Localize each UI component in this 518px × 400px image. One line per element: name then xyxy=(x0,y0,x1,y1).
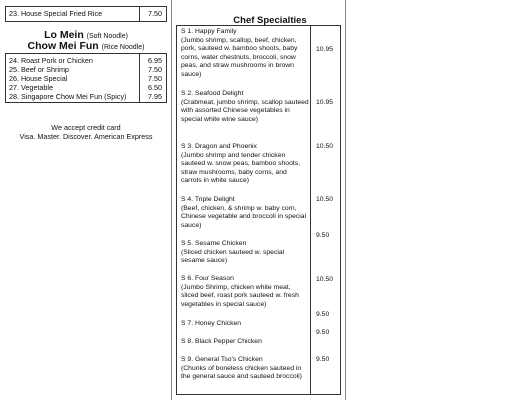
fried-rice-price: 7.50 xyxy=(148,9,162,18)
fried-rice-box xyxy=(5,6,167,22)
dish-s5-price: 9.50 xyxy=(316,232,330,239)
list-item: 28. Singapore Chow Mei Fun (Spicy) 7.95 xyxy=(9,92,162,101)
lo-mein-heading: Lo Mein (Soft Noodle) xyxy=(44,29,128,41)
dish-s6-price: 10.50 xyxy=(316,276,334,283)
list-item: 25. Beef or Shrimp 7.50 xyxy=(9,65,162,74)
list-item: 26. House Special 7.50 xyxy=(9,74,162,83)
chef-specialties-title: Chef Specialties xyxy=(233,15,307,26)
dish-s8: S 8. Black Pepper Chicken xyxy=(181,338,262,345)
chow-mei-fun-heading: Chow Mei Fun (Rice Noodle) xyxy=(27,40,145,52)
dish-s1: S 1. Happy Family (Jumbo shrimp, scallop, beef, chicken, pork, sauteed w. bamboo shoots, baby corns, water chestnuts, broccoli, snow peas, and straw mushrooms in brown sauce) xyxy=(181,28,298,78)
price-divider xyxy=(310,26,311,394)
dish-s4: S 4. Triple Delight (Beef, chicken, & shrimp w. baby corn, Chinese vegetable and broccoli in special sauce) xyxy=(181,196,307,229)
list-item: 27. Vegetable 6.50 xyxy=(9,83,162,92)
dish-s3-price: 10.50 xyxy=(316,143,334,150)
credit-card-note: We accept credit card xyxy=(51,123,121,132)
column-divider-right xyxy=(345,0,346,400)
credit-card-list: Visa. Master. Discover. American Express xyxy=(19,132,153,141)
dish-s4-price: 10.50 xyxy=(316,196,334,203)
dish-s9: S 9. General Tso's Chicken (Chunks of boneless chicken sauteed in the general sauce and sauteed broccoli) xyxy=(181,356,302,381)
dish-s5: S 5. Sesame Chicken (Sliced chicken sauteed w. special sesame sauce) xyxy=(181,240,285,265)
dish-s7-price: 9.50 xyxy=(316,311,330,318)
lo-mein-box xyxy=(5,53,167,103)
dish-s3: S 3. Dragon and Phoenix (Jumbo shrimp and tender chicken sauteed w. snow peas, bamboo shoots, straw mushrooms, baby corns, and carrots in white sauce) xyxy=(181,143,301,185)
column-divider-left xyxy=(171,0,172,400)
list-item: 24. Roast Pork or Chicken 6.95 xyxy=(9,56,162,65)
dish-s1-price: 10.95 xyxy=(316,46,334,53)
fried-rice-name: 23. House Special Fried Rice xyxy=(9,9,103,18)
dish-s9-price: 9.50 xyxy=(316,356,330,363)
dish-s6: S 6. Four Season (Jumbo Shrimp, chicken white meat, sliced beef, roast pork sauteed w. fresh vegetables in special sauce) xyxy=(181,275,299,308)
price-divider xyxy=(139,7,140,21)
dish-s8-price: 9.50 xyxy=(316,329,330,336)
dish-s2: S 2. Seafood Delight (Crabmeat, jumbo shrimp, scallop sauteed with assorted Chinese vegetables in special white wine sauce) xyxy=(181,90,309,123)
dish-s7: S 7. Honey Chicken xyxy=(181,320,242,327)
chef-specialties-box xyxy=(176,25,341,395)
dish-s2-price: 10.95 xyxy=(316,99,334,106)
